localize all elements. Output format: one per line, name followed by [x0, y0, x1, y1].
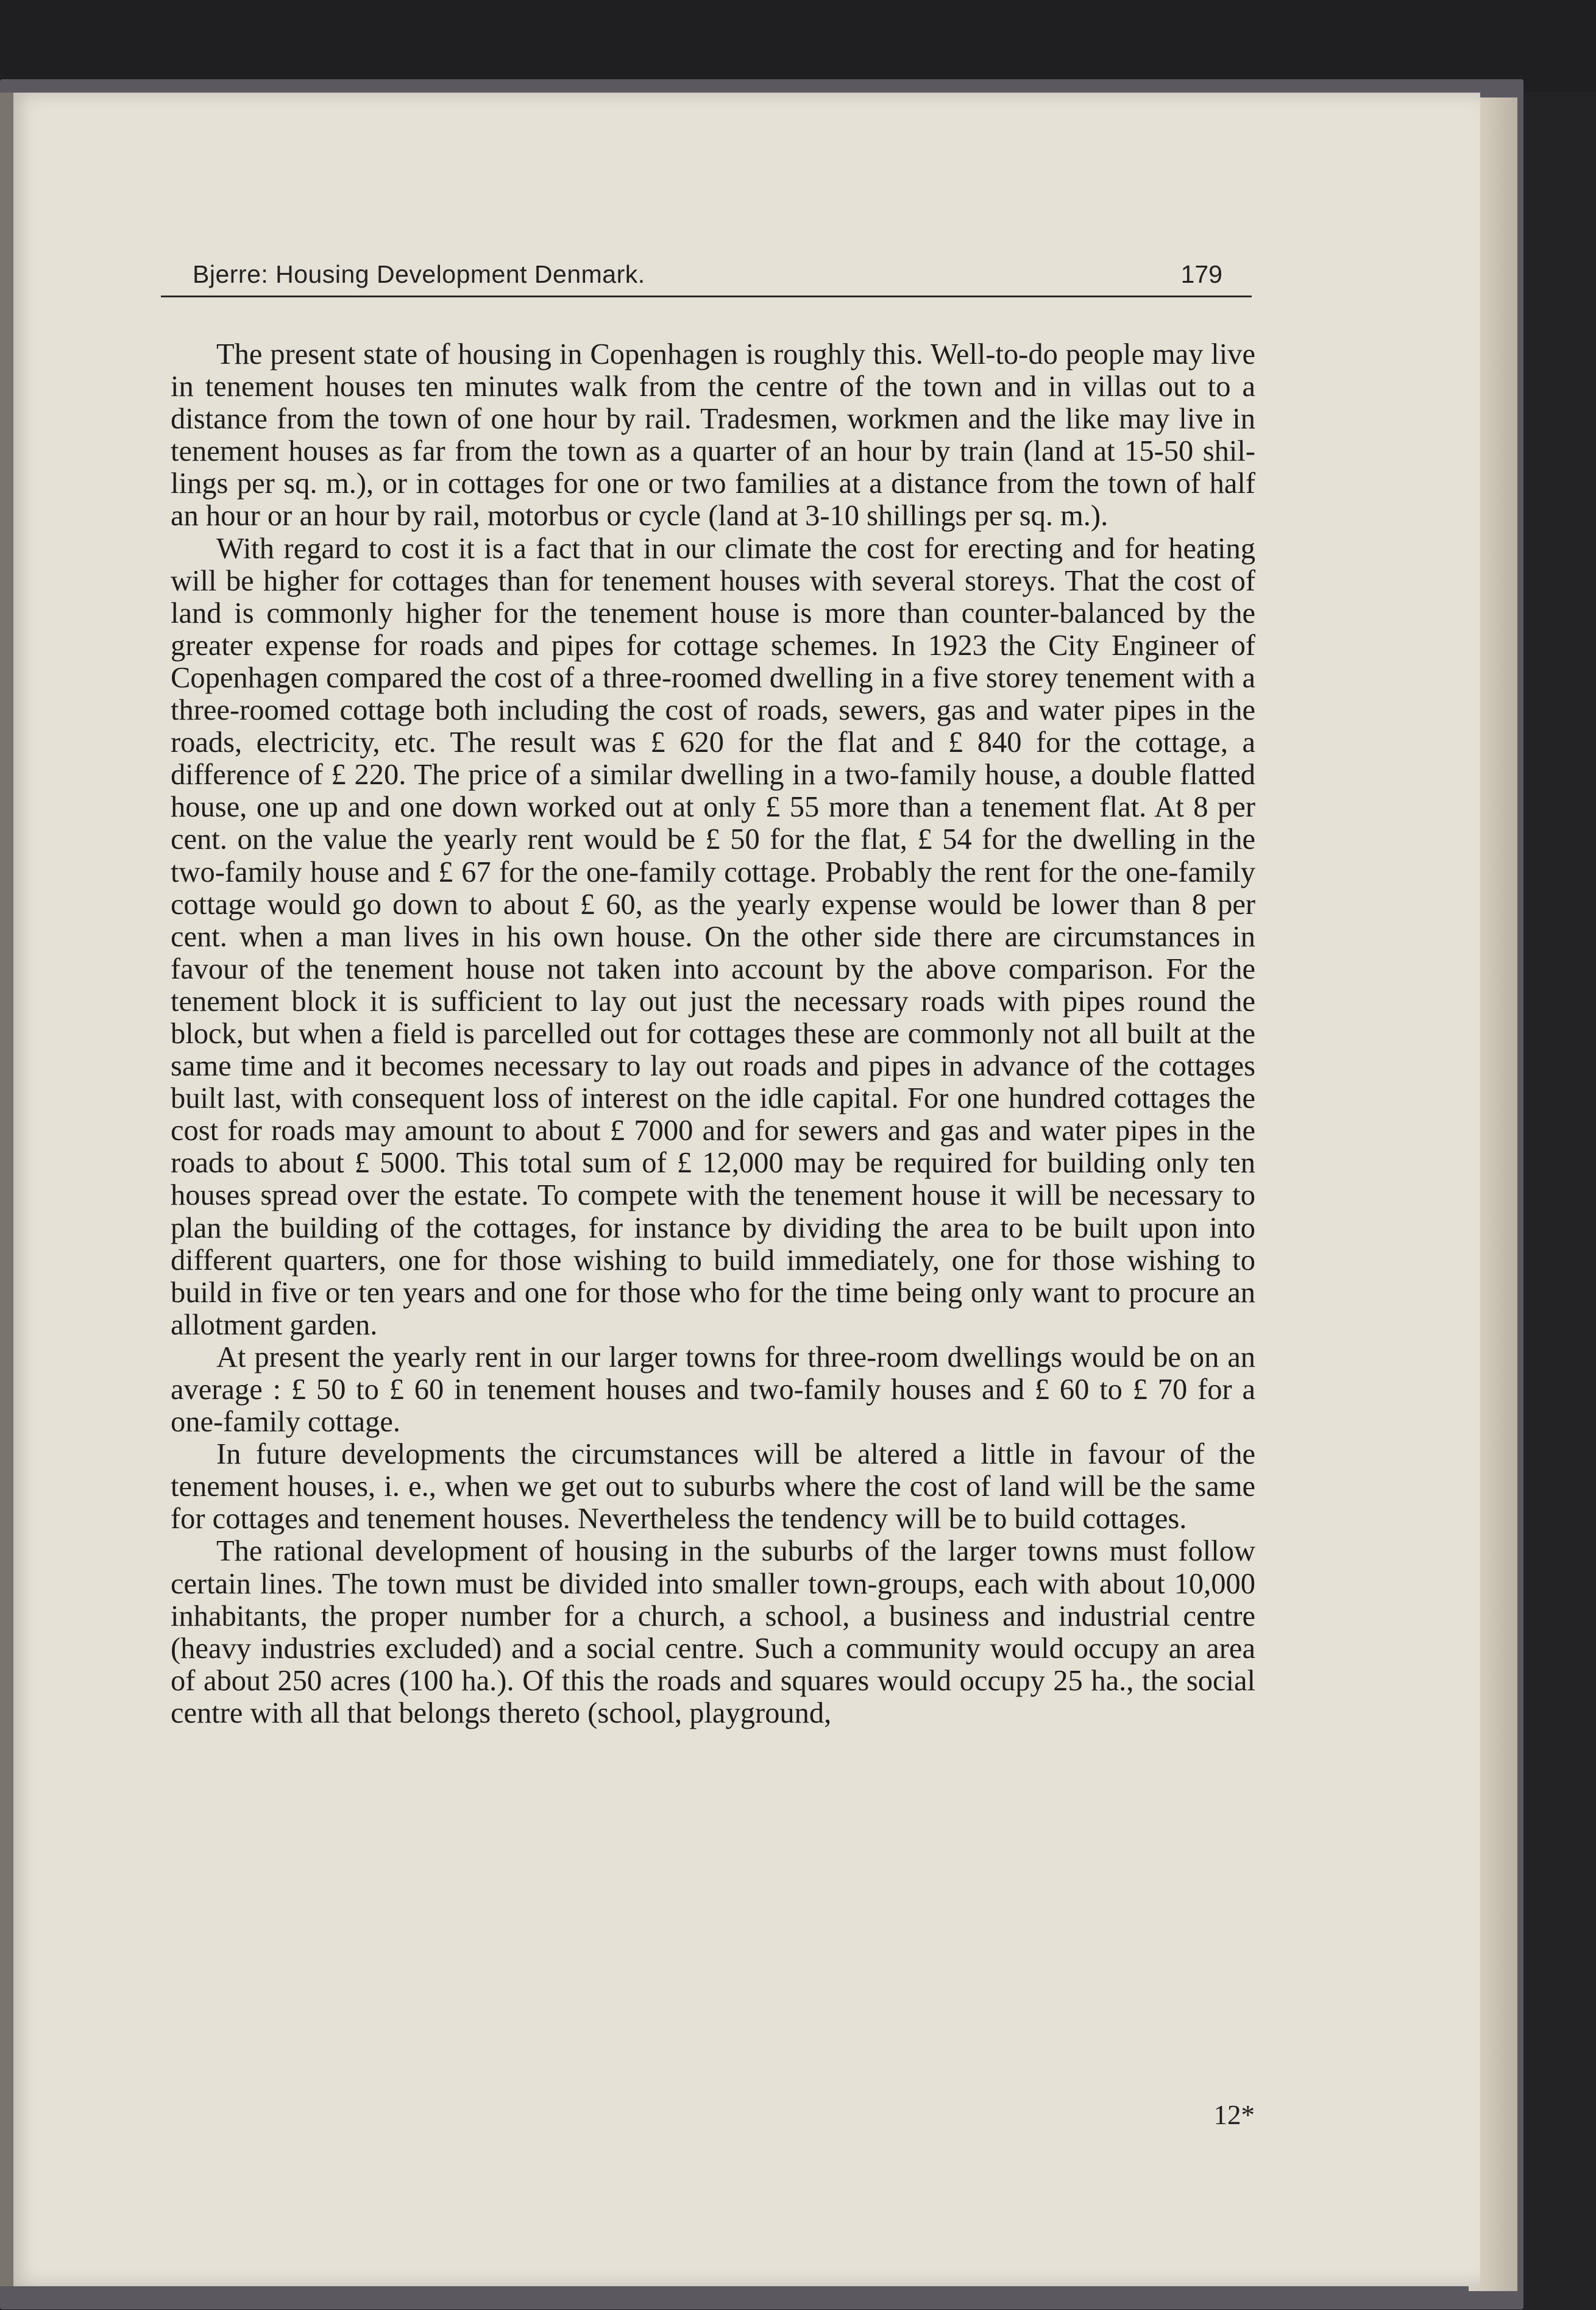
paragraph: The present state of housing in Copenhagen is roughly this. Well-to-do people may live in tenement houses ten minutes walk from the centre of the town and in villas out to a distance from the town of one hour by rail. Tradesmen, workmen and the like may live in tenement houses as far from the town as a quarter of an hour by train (land at 15-50 shillings per sq. m.), or in cottages for one or two families at a distance from the town of half an hour or an hour by rail, motorbus or cycle (land at 3-10 shillings per sq. m.).: [171, 338, 1255, 533]
paragraph: At present the yearly rent in our larger towns for three-room dwellings would be on an average : £ 50 to £ 60 in tenement houses and two-family houses and £ 60 to £ 70 for a one-family cottage.: [171, 1341, 1255, 1439]
paragraph: The rational development of housing in the suburbs of the larger towns must follow certain lines. The town must be divided into smaller town-groups, each with about 10,000 inhabitants, the proper number for a church, a school, a business and industrial centre (heavy industries excluded) and a social centre. Such a community would occupy an area of about 250 acres (100 ha.). Of this the roads and squares would occupy 25 ha., the social centre with all that belongs thereto (school, playground,: [171, 1535, 1255, 1729]
signature-mark: 12*: [1213, 2100, 1255, 2130]
paragraph: In future developments the circumstances will be altered a little in favour of the tenement houses, i. e., when we get out to suburbs where the cost of land will be the same for cottages and tenement houses. Nevertheless the tendency will be to build cottages.: [171, 1438, 1255, 1536]
page-header: [161, 259, 1252, 297]
page-number: 179: [1180, 260, 1222, 288]
page-gutter: [0, 93, 13, 2286]
paragraph: With regard to cost it is a fact that in our climate the cost for erecting and for heating will be higher for cottages than for tenement houses with several storeys. That the cost of land is commonly higher for the tenement house is more than counter-balanced by the greater expense for roads and pipes for cottage schemes. In 1923 the City Engineer of Copenhagen compared the cost of a three-roomed dwelling in a five storey tenement with a three-roomed cottage both including the cost of roads, sewers, gas and water pipes in the roads, electricity, etc. The result was £ 620 for the flat and £ 840 for the cottage, a difference of £ 220. The price of a similar dwelling in a two-family house, a double flatted house, one up and one down worked out at only £ 55 more than a tenement flat. At 8 per cent. on the value the yearly rent would be £ 50 for the flat, £ 54 for the dwelling in the two-family house and £ 67 for the one-family cottage. Probably the rent for the one-family cottage would go down to about £ 60, as the yearly expense would be lower than 8 per cent. when a man lives in his own house. On the other side there are circumstances in favour of the tenement house not taken into account by the above comparison. For the tenement block it is sufficient to lay out just the necessary roads with pipes round the block, but when a field is parcelled out for cottages these are commonly not all built at the same time and it becomes necessary to lay out roads and pipes in advance of the cottages built last, with consequent loss of interest on the idle capital. For one hundred cottages the cost for roads may amount to about £ 7000 and for sewers and gas and water pipes in the roads to about £ 5000. This total sum of £ 12,000 may be required for building only ten houses spread over the estate. To compete with the tenement house it will be necessary to plan the building of the cottages, for instance by dividing the area to be built upon into different quarters, one for those wishing to build immediately, one for those wishing to build in five or ten years and one for those who for the time being only want to procure an allotment garden.: [171, 532, 1255, 1341]
body-text: [171, 338, 1255, 1729]
scan-background-top: [0, 0, 1596, 91]
running-head: Bjerre: Housing Development Denmark.: [193, 260, 645, 288]
